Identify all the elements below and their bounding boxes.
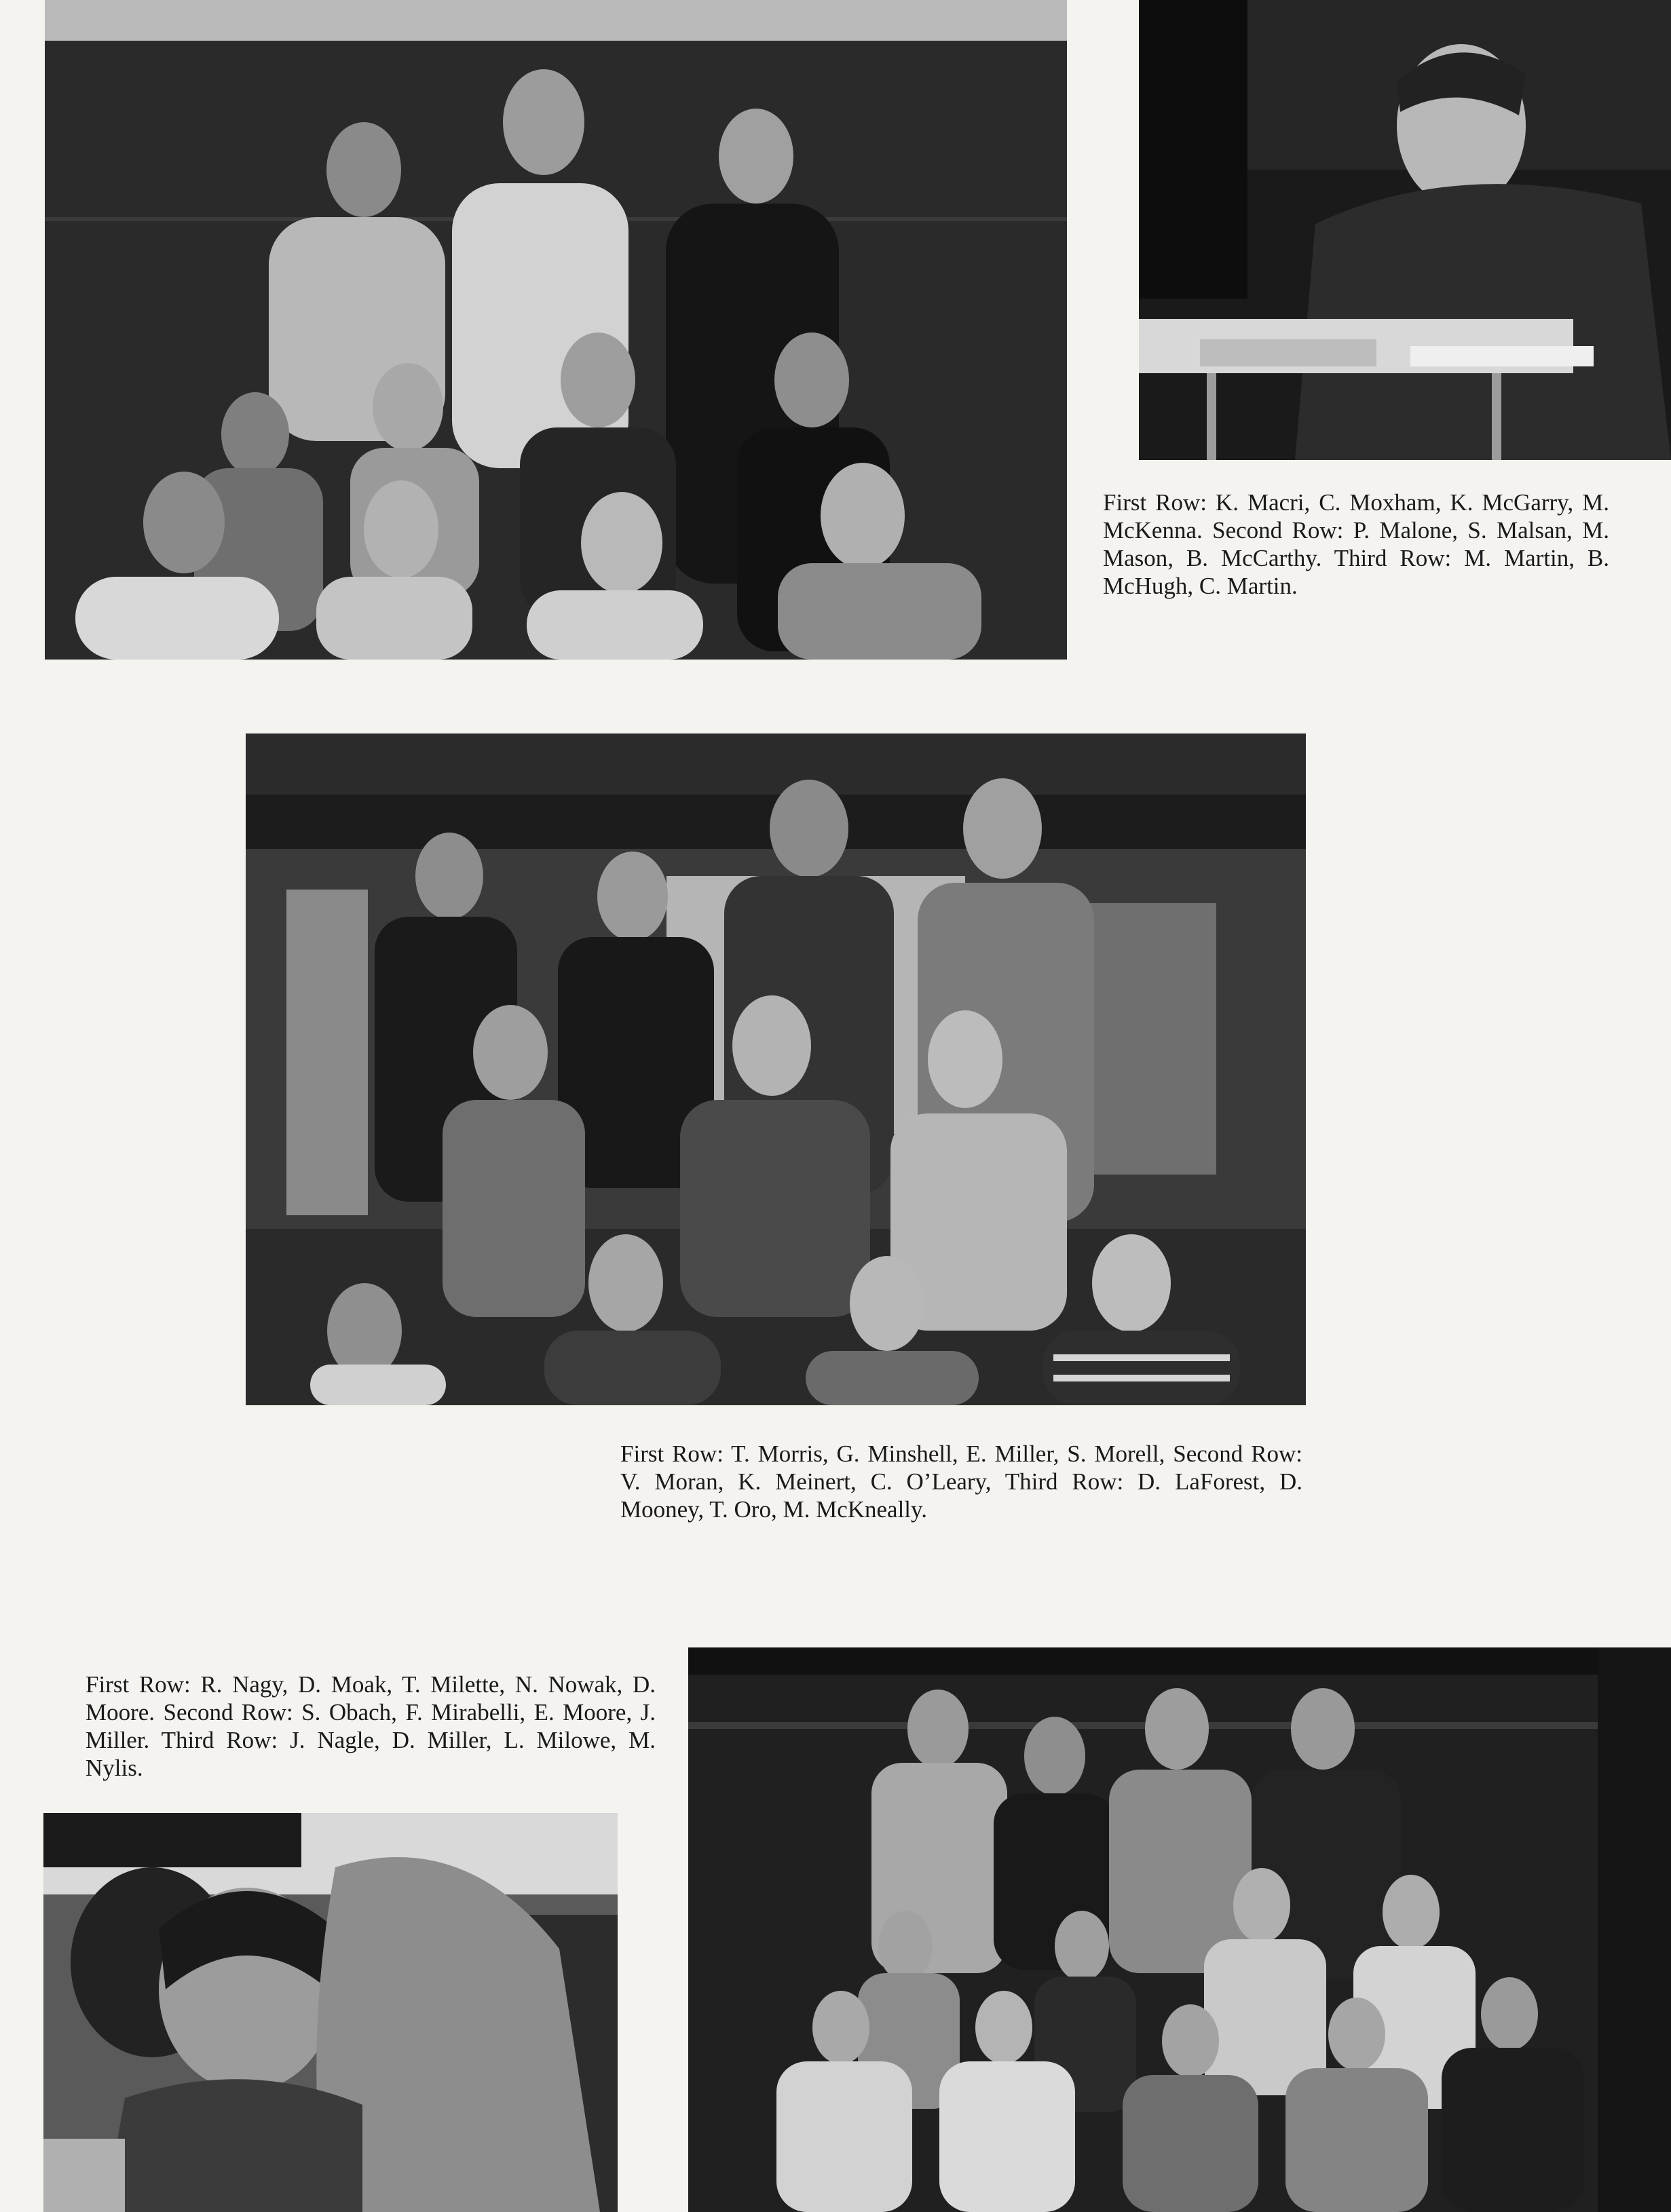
group-photo-3 bbox=[688, 1647, 1671, 2212]
student-at-desk-photo bbox=[1139, 0, 1671, 460]
candid-students-photo bbox=[43, 1813, 618, 2212]
caption-group-1: First Row: K. Macri, C. Moxham, K. McGarry, M. McKenna. Second Row: P. Malone, S. Malsan, M. Mason, B. McCarthy. Third Row: M. Martin, B. McHugh, C. Martin. bbox=[1103, 489, 1609, 599]
group-photo-2 bbox=[246, 733, 1306, 1405]
caption-group-2: First Row: T. Morris, G. Minshell, E. Miller, S. Morell, Second Row: V. Moran, K. Meinert, C. O’Leary, Third Row: D. LaForest, D. Mooney, T. Oro, M. McKneally. bbox=[620, 1441, 1302, 1523]
group-photo-1 bbox=[45, 0, 1067, 660]
caption-group-3: First Row: R. Nagy, D. Moak, T. Milette, N. Nowak, D. Moore. Second Row: S. Obach, F. Mirabelli, E. Moore, J. Miller. Third Row: J. Nagle, D. Miller, L. Milowe, M. Nylis. bbox=[86, 1671, 656, 1781]
